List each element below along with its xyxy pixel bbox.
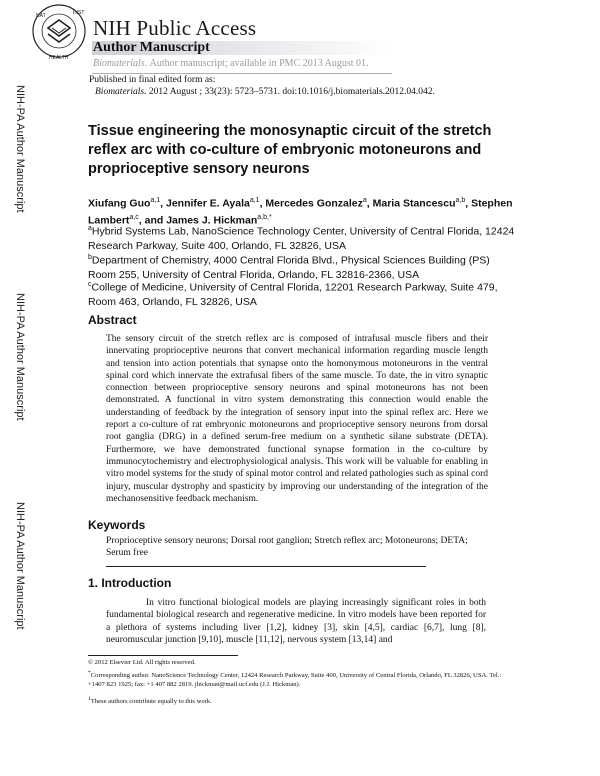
published-line: Published in final edited form as: (89, 75, 216, 85)
nih-seal-logo (31, 0, 87, 62)
corresponding-author-note: *Corresponding author. NanoScience Technology Center, 12424 Research Parkway, Suite 400, University of Central Florida, Orlando, FL 32826, USA. Tel.: +1407 823 1925; fax: +1 407 882 2819. jhickman@mail.ucf.edu (J.J. Hickman). (88, 670, 502, 688)
abstract-heading: Abstract (88, 313, 137, 327)
copyright-note: © 2012 Elsevier Ltd. All rights reserved. (88, 659, 196, 666)
author-list: Xiufang Guo$^{a,1}$, Jennifer E. Ayala$^{a,1}$, Mercedes Gonzalez$^a$, Maria Stancescu$^{a,b}$, Stephen Lambert$^{a,c}$, and James J. Hickman$^{a,b,*}$ (88, 197, 513, 226)
author: Mercedes Gonzalez (265, 197, 363, 210)
keywords-heading: Keywords (88, 518, 146, 532)
introduction-heading: 1. Introduction (88, 576, 172, 590)
author: Maria Stancescu (372, 197, 456, 210)
author: James J. Hickman (166, 214, 258, 226)
keywords-text: Proprioceptive sensory neurons; Dorsal root ganglion; Stretch reflex arc; Motoneurons; DETA; Serum free (106, 536, 468, 559)
author: Stephen Lambert (88, 197, 513, 226)
citation-line (95, 87, 435, 97)
author: Jennifer E. Ayala (166, 197, 250, 210)
footnote-divider (88, 655, 238, 656)
citation-journal: Biomaterials. (95, 87, 147, 97)
svg-text:NAT: NAT (36, 13, 46, 19)
keywords-divider (106, 566, 426, 567)
equal-contribution-note: $^1$These authors contribute equally to this work. (88, 696, 212, 706)
abstract-text: The sensory circuit of the stretch reflex arc is composed of intrafusal muscle fibers and their innervating proprioceptive neurons that convert mechanical information regarding muscle length and tension into action potentials that synapse onto the homonymous motoneurons in the ventral spinal cord which innervate the extrafusal fibers of the same muscle. To date, the in vitro synaptic connection between proprioceptive sensory neurons and spinal motoneurons has not been demonstrated. A functional in vitro system demonstrating this connection would enable the understanding of feedback by the integration of sensory input into the spinal reflex arc. Here we report a co-culture of rat embryonic motoneurons and proprioceptive sensory neurons from dorsal root ganglia (DRG) in a defined serum-free medium on a synthetic silane substrate (DETA). Furthermore, we have demonstrated functional synapse formation in the co-culture by immunocytochemistry and electrophysiological analysis. This work will be valuable for enabling in vitro model systems for the study of spinal motor control and related pathologies such as spinal cord injury, muscular dystrophy and spasticity by improving our understanding of the integration of the mechanosensitive feedback mechanism. (106, 334, 488, 504)
author-manuscript-label: Author Manuscript (93, 40, 210, 55)
article-title: Tissue engineering the monosynaptic circuit of the stretch reflex arc with co-culture of embryonic motoneurons and proprioceptive sensory neurons (88, 123, 492, 177)
introduction-text: In vitro functional biological models are playing increasingly significant roles in both fundamental biological research and regenerative medicine. In vitro models have been reported for a plethora of systems including liver [1,2], kidney [3], skin [4,5], cardiac [6,7], lung [8], neuromuscular junction [9,10], muscle [11,12], nervous system [13,14] and (106, 598, 486, 645)
header-journal: Biomaterials. (93, 58, 148, 69)
affiliation-c: $^c$College of Medicine, University of Central Florida, 12201 Research Parkway, Suite 479, Room 463, Orlando, FL 32826, USA (88, 281, 498, 308)
side-label-1: NIH-PA Author Manuscript (14, 85, 26, 213)
nih-public-access-title: NIH Public Access (93, 16, 257, 40)
svg-text:INST: INST (73, 10, 85, 16)
affiliation-a: $^a$Hybrid Systems Lab, NanoScience Technology Center, University of Central Florida, 12424 Research Parkway, Suite 400, Orlando, FL 32826, USA (88, 225, 515, 252)
header-divider (92, 73, 392, 74)
side-label-2: NIH-PA Author Manuscript (14, 293, 26, 421)
availability-text: Author manuscript; available in PMC 2013 August 01. (149, 58, 369, 69)
side-label-3: NIH-PA Author Manuscript (14, 502, 26, 630)
svg-text:HEALTH: HEALTH (49, 55, 69, 61)
author: Xiufang Guo (88, 197, 151, 210)
affiliation-b: $^b$Department of Chemistry, 4000 Central Florida Blvd., Physical Sciences Building (PS) Room 255, University of Central Florida, Orlando, FL 32816-2366, USA (88, 254, 490, 281)
citation-details: 2012 August ; 33(23): 5723–5731. doi:10.1016/j.biomaterials.2012.04.042. (148, 87, 435, 97)
manuscript-availability (93, 58, 369, 69)
